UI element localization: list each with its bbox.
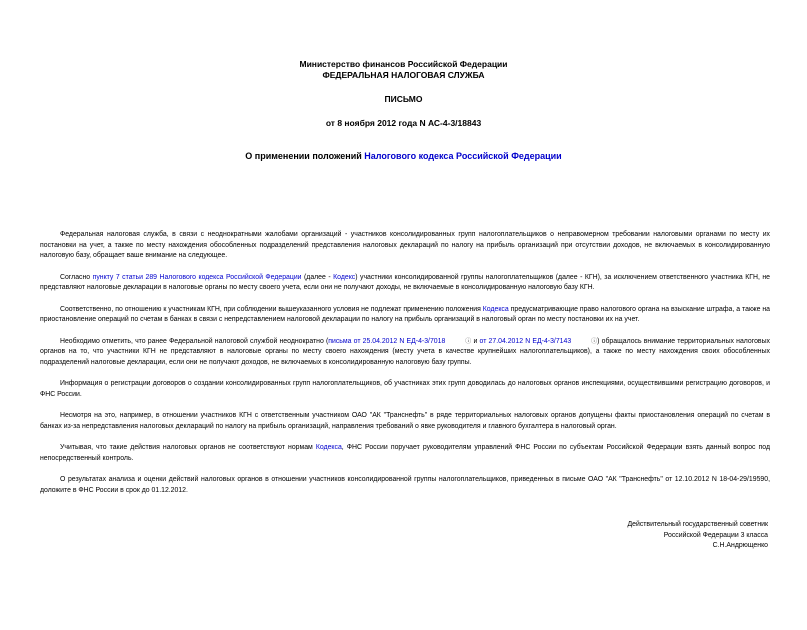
document-body (40, 230, 770, 507)
paragraph-7 (40, 443, 770, 464)
letter-7143-link[interactable]: от 27.04.2012 N ЕД-4-3/7143 (479, 337, 572, 345)
document-subject (0, 151, 807, 162)
paragraph-2 (40, 273, 770, 294)
document-date-number: от 8 ноября 2012 года N АС-4-3/18843 (325, 118, 482, 128)
service-name: ФЕДЕРАЛЬНАЯ НАЛОГОВАЯ СЛУЖБА (322, 70, 485, 80)
document-type: ПИСЬМО (384, 94, 423, 104)
text-span: (далее - (301, 273, 334, 281)
signer-rank: Действительный государственный советник (627, 521, 768, 528)
code-link[interactable]: Кодекса (315, 444, 342, 452)
paragraph-5: Информация о регистрации договоров о создании консолидированных групп налогоплательщиков, об участниках этих групп доводилась до налоговых органов инспекциями, осуществившими регистрацию договоров, и ФНС России. (40, 380, 770, 398)
document-header (0, 59, 807, 162)
paragraph-3 (40, 305, 770, 326)
text-span: ) участники консолидированной группы налогоплательщиков (далее - КГН), за исключением ответственного участника КГН, не представляют налоговые декларации в налоговые органы по месту своего учета, если они не получают доходы, не включаемые в консолидированную налоговую базу КГН. (40, 273, 770, 292)
text-span: Учитывая, что такие действия налоговых органов не соответствуют нормам (60, 444, 316, 452)
article-289-link[interactable]: пункту 7 статьи 289 Налогового кодекса Российской Федерации (92, 273, 302, 281)
code-link[interactable]: Кодекс (333, 273, 356, 281)
ministry-name: Министерство финансов Российской Федерации (299, 59, 508, 69)
text-span: , ФНС России поручает руководителям управлений ФНС России по субъектам Российской Федерации взять данный вопрос под непосредственный контроль. (40, 444, 770, 462)
paragraph-1: Федеральная налоговая служба, в связи с неоднократными жалобами организаций - участников консолидированных групп налогоплательщиков о неправомерном требовании налоговыми органами по месту их постановки на учет, а также по месту нахождения обособленных подразделений представления налоговых деклараций по налогу на прибыль организаций при отсутствии доходов, не включаемых в консолидированную налоговую базу, обращает ваше внимание на следующее. (40, 231, 770, 260)
signature-block (627, 520, 768, 552)
signer-rank-class: Российской Федерации 3 класса (663, 531, 768, 539)
tax-code-link[interactable]: Налогового кодекса Российской Федерации (364, 151, 562, 161)
text-span: Согласно (60, 273, 93, 281)
text-span: Необходимо отметить, что ранее Федеральной налоговой службой неоднократно ( (60, 337, 329, 345)
paragraph-4 (40, 337, 770, 369)
code-link[interactable]: Кодекса (482, 305, 509, 313)
paragraph-8: О результатах анализа и оценки действий налоговых органов в отношении участников консолидированной группы налогоплательщиков, приведенных в письме ОАО "АК "Транснефть" от 12.10.2012 N 18-04-29/19590, доложите в ФНС России в срок до 01.12.2012. (40, 476, 770, 494)
text-span: ) обращалось внимание территориальных налоговых органов на то, что участники КГН не представляют в налоговые органы по месту своего нахождения (месту учета в качестве крупнейших налогоплательщиков), а также по месту нахождения своих обособленных подразделений налоговые декларации, если они не получают доходов, не включаемых в консолидированную налоговую базу группы. (40, 337, 770, 366)
paragraph-6: Несмотря на это, например, в отношении участников КГН с ответственным участником ОАО "АК "Транснефть" в ряде территориальных налоговых органов допущены факты приостановления операций по счетам в банках из-за непредставления налоговых деклараций по налогу на прибыль организаций, направления требований о явке руководителя и главного бухгалтера в налоговый орган. (40, 412, 770, 430)
text-span: предусматривающие право налогового органа на взыскание штрафа, а также на приостановление операций по счетам в банках в связи с непредставлением налоговой декларации по налогу на прибыль организаций в налоговый орган по месту постановки их на учет. (40, 305, 770, 324)
info-icon: ⓘ (465, 338, 472, 345)
info-icon: ⓘ (591, 338, 598, 345)
text-span: и (471, 337, 480, 345)
document-page (0, 59, 807, 630)
signer-name: С.Н.Андрющенко (712, 542, 768, 550)
subject-prefix: О применении положений (245, 151, 365, 161)
text-span: Соответственно, по отношению к участникам КГН, при соблюдении вышеуказанного условия не подлежат применению положения (60, 305, 483, 313)
letter-7018-link[interactable]: письма от 25.04.2012 N ЕД-4-3/7018 (328, 337, 446, 345)
